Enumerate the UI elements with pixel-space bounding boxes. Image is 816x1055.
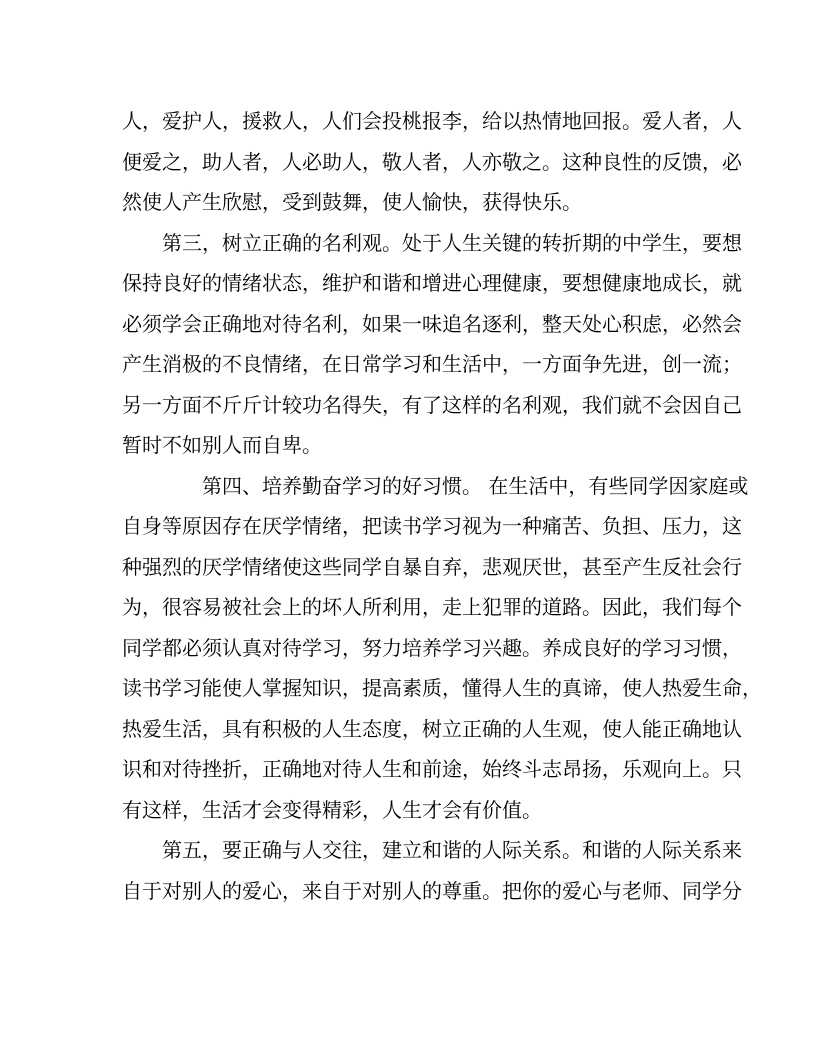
text-line: 产生消极的不良情绪，在日常学习和生活中，一方面争先进，创一流； bbox=[122, 352, 742, 376]
paragraph-fifth bbox=[122, 830, 742, 911]
text-line: 必须学会正确地对待名利，如果一味追名逐利，整天处心积虑，必然会 bbox=[122, 311, 742, 336]
text-line: 有这样，生活才会变得精彩，人生才会有价值。 bbox=[122, 797, 542, 822]
paragraph-continuation bbox=[122, 101, 742, 223]
text-line: 同学都必须认真对待学习，努力培养学习兴趣。养成良好的学习习惯， bbox=[122, 635, 742, 660]
text-line: 读书学习能使人掌握知识，提高素质，懂得人生的真谛，使人热爱生命， bbox=[122, 676, 762, 700]
text-line: 另一方面不斤斤计较功名得失，有了这样的名利观，我们就不会因自己 bbox=[122, 392, 742, 417]
text-line: 人，爱护人，援救人，人们会投桃报李，给以热情地回报。爱人者，人 bbox=[122, 109, 742, 133]
text-line: 热爱生活，具有积极的人生态度，树立正确的人生观，使人能正确地认 bbox=[122, 716, 742, 741]
text-line: 便爱之，助人者，人必助人，敬人者，人亦敬之。这种良性的反馈，必 bbox=[122, 149, 742, 174]
text-line: 自于对别人的爱心，来自于对别人的尊重。把你的爱心与老师、同学分 bbox=[122, 878, 742, 903]
text-line: 为，很容易被社会上的坏人所利用，走上犯罪的道路。因此，我们每个 bbox=[122, 595, 742, 619]
paragraph-third bbox=[122, 223, 742, 466]
text-line: 保持良好的情绪状态，维护和谐和增进心理健康，要想健康地成长，就 bbox=[122, 271, 742, 295]
text-line: 自身等原因存在厌学情绪，把读书学习视为一种痛苦、负担、压力，这 bbox=[122, 514, 742, 538]
text-line: 第四、培养勤奋学习的好习惯。 在生活中，有些同学因家庭或 bbox=[202, 473, 749, 498]
text-line: 种强烈的厌学情绪使这些同学自暴自弃，悲观厌世，甚至产生反社会行 bbox=[122, 554, 742, 579]
text-line: 第三，树立正确的名利观。处于人生关键的转折期的中学生，要想 bbox=[162, 230, 742, 255]
text-line: 暂时不如别人而自卑。 bbox=[122, 433, 322, 457]
text-line: 识和对待挫折，正确地对待人生和前途，始终斗志昂扬，乐观向上。只 bbox=[122, 757, 742, 781]
text-line: 第五，要正确与人交往，建立和谐的人际关系。和谐的人际关系来 bbox=[162, 838, 742, 862]
text-line: 然使人产生欣慰，受到鼓舞，使人愉快，获得快乐。 bbox=[122, 190, 582, 214]
paragraph-fourth bbox=[122, 466, 762, 831]
document-body bbox=[122, 101, 762, 911]
